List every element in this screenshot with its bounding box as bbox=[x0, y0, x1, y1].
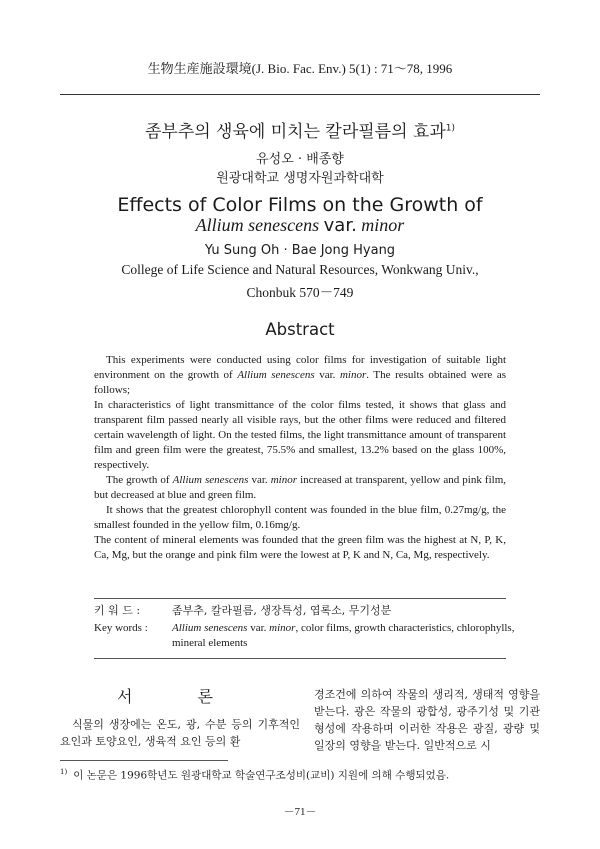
keywords-rule-bottom bbox=[94, 658, 506, 659]
abstract-paragraph bbox=[94, 353, 506, 398]
title-var: var. bbox=[323, 215, 357, 236]
keywords-text: var. bbox=[247, 622, 270, 634]
species-name: Allium senescens bbox=[237, 369, 315, 381]
abstract-paragraph bbox=[94, 473, 506, 503]
affiliation-korean: 원광대학교 생명자원과학대학 bbox=[216, 171, 384, 186]
abstract-heading: Abstract bbox=[265, 320, 335, 339]
title-english-line1: Effects of Color Films on the Growth of bbox=[117, 194, 483, 216]
footnote bbox=[60, 765, 540, 784]
body-column-left bbox=[60, 716, 300, 750]
species-variety: minor bbox=[270, 474, 298, 486]
footnote-rule bbox=[60, 760, 228, 761]
affiliation-english-line1: College of Life Science and Natural Resources, Wonkwang Univ., bbox=[121, 262, 479, 277]
affiliation-english-line2: Chonbuk 570－749 bbox=[246, 285, 354, 300]
abstract-text: var. bbox=[248, 474, 271, 486]
abstract-paragraph: It shows that the greatest chlorophyll content was founded in the blue film, 0.27mg/g, the smallest founded in the yellow film, 0.16mg/g. bbox=[94, 504, 506, 531]
abstract-text: increased at transparent, yellow and pink film, but decreased at blue and green film. bbox=[94, 474, 507, 501]
keywords-rule-top bbox=[94, 598, 506, 599]
authors-korean: 유성오 · 배종향 bbox=[256, 152, 344, 167]
keywords-korean bbox=[94, 603, 524, 618]
title-species: Allium senescens bbox=[195, 215, 320, 235]
title-korean-text: 좀부추의 생육에 미치는 칼라필름의 효과 bbox=[144, 122, 446, 142]
title-footnote-mark: 1) bbox=[445, 123, 456, 134]
abstract-text: . The results obtained were as follows; bbox=[94, 369, 506, 396]
abstract-text: The growth of bbox=[106, 474, 173, 486]
keywords-label-korean: 키 워 드 : bbox=[94, 604, 141, 617]
body-paragraph: 경조건에 의하여 작물의 생리적, 생태적 영향을 받는다. 광은 작물의 광합성, 광주기성 및 기관형성에 작용하며 이러한 작용은 광질, 광량 및 일장의 영향을 받는다. 일반적으로 시 bbox=[314, 688, 540, 752]
species-variety: minor bbox=[269, 622, 296, 634]
body-column-right bbox=[314, 686, 540, 754]
title-subspecies: minor bbox=[361, 215, 405, 235]
keywords-text-english bbox=[172, 621, 517, 651]
species-name: Allium senescens bbox=[172, 622, 248, 634]
keywords-text: , color films, growth characteristics, chlorophylls, mineral elements bbox=[172, 622, 515, 649]
keywords-text-korean: 좀부추, 칼라필름, 생장특성, 엽록소, 무기성분 bbox=[172, 604, 392, 617]
authors-english: Yu Sung Oh · Bae Jong Hyang bbox=[204, 243, 396, 258]
abstract-text: This experiments were conducted using color films for investigation of suitable light environment on the growth of bbox=[94, 354, 506, 381]
species-name: Allium senescens bbox=[172, 474, 249, 486]
species-variety: minor bbox=[339, 369, 367, 381]
keywords-english bbox=[94, 621, 524, 651]
page-number: －71－ bbox=[283, 806, 317, 818]
title-english-line2 bbox=[0, 215, 600, 236]
journal-header: 生物生産施設環境(J. Bio. Fac. Env.) 5(1) : 71～78, 1996 bbox=[147, 61, 453, 76]
section-heading-introduction: 서 론 bbox=[117, 687, 243, 706]
abstract-paragraph: The content of mineral elements was founded that the green film was the highest at N, P, K, Ca, Mg, but the orange and pink film were the lowest at P, K and N, Ca, Mg, respectively. bbox=[94, 534, 506, 561]
keywords-label-english: Key words : bbox=[94, 622, 148, 634]
body-paragraph: 식물의 생장에는 온도, 광, 수분 등의 기후적인 요인과 토양요인, 생육적 요인 등의 환 bbox=[60, 718, 300, 748]
header-rule bbox=[60, 94, 540, 95]
footnote-text: 이 논문은 1996학년도 원광대학교 학술연구조성비(교비) 지원에 의해 수행되었음. bbox=[73, 769, 450, 782]
abstract-body bbox=[94, 353, 506, 563]
footnote-mark: 1) bbox=[60, 768, 68, 776]
abstract-paragraph: In characteristics of light transmittance of the color films tested, it shows that glass and transparent film passed nearly all visible rays, but the other films were reduced and filtered certain wavelength of light. On the tested films, the light transmittance amount of transparent film and green film were the greatest, 75.5% and smallest, 13.2% based on the glass 100%, respectively. bbox=[94, 399, 506, 471]
abstract-text: var. bbox=[314, 369, 340, 381]
title-korean bbox=[0, 117, 600, 142]
